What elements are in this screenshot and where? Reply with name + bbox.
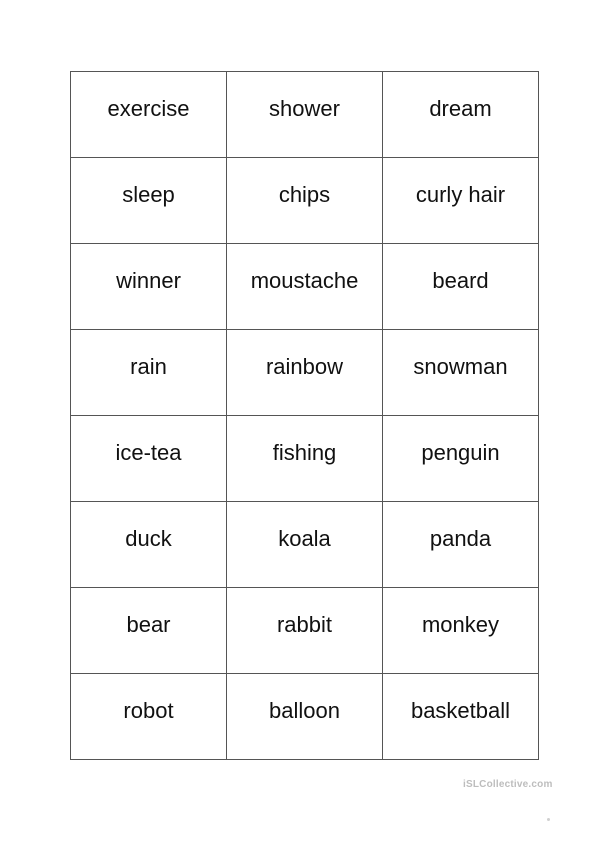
word-card: rabbit [227,588,383,674]
word-card: curly hair [383,158,539,244]
word-card: shower [227,72,383,158]
table-row [71,674,539,760]
word-card: moustache [227,244,383,330]
word-card: fishing [227,416,383,502]
word-card: rainbow [227,330,383,416]
table-row [71,330,539,416]
word-card: rain [71,330,227,416]
word-card: sleep [71,158,227,244]
word-card: exercise [71,72,227,158]
word-card: chips [227,158,383,244]
word-card: monkey [383,588,539,674]
word-card: balloon [227,674,383,760]
watermark: iSLCollective.com [463,779,553,790]
word-card: ice-tea [71,416,227,502]
table-row [71,588,539,674]
table-row [71,416,539,502]
table-row [71,72,539,158]
word-card-table [70,71,539,760]
word-card: dream [383,72,539,158]
word-card: penguin [383,416,539,502]
word-card: beard [383,244,539,330]
table-row [71,244,539,330]
word-card: panda [383,502,539,588]
table-row [71,502,539,588]
word-card: basketball [383,674,539,760]
word-card: duck [71,502,227,588]
word-card: bear [71,588,227,674]
word-card: koala [227,502,383,588]
word-card: winner [71,244,227,330]
table-row [71,158,539,244]
word-card: robot [71,674,227,760]
decorative-dot [547,818,550,821]
word-card: snowman [383,330,539,416]
